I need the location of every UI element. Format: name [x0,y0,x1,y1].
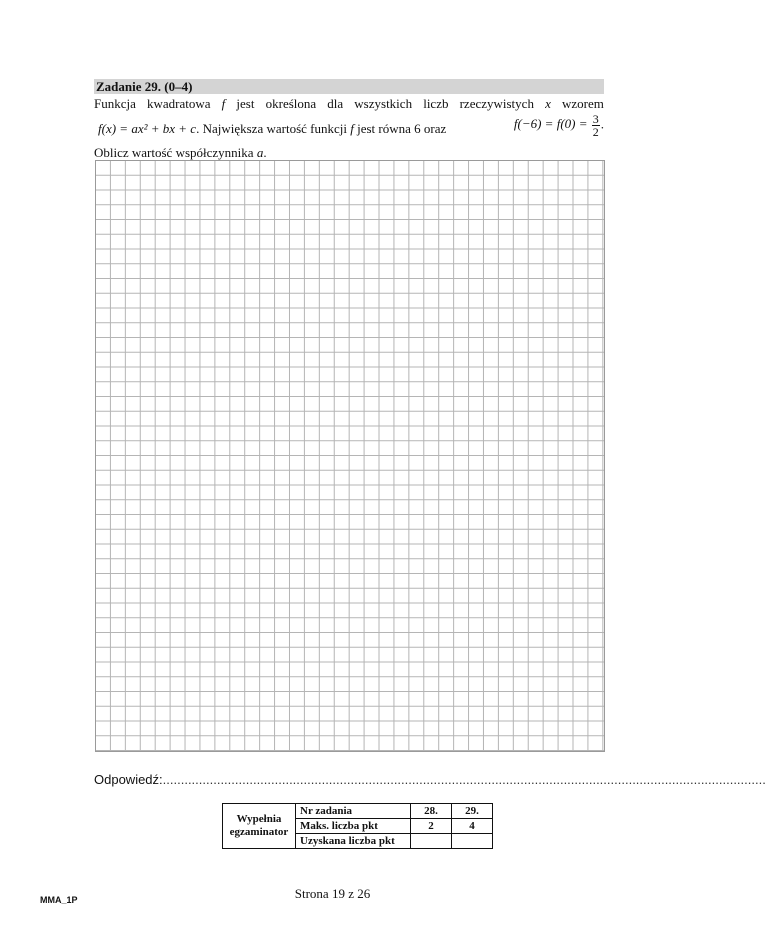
task-instruction [94,145,267,161]
answer-label: Odpowiedź: [94,772,163,787]
answer-line[interactable] [94,772,766,788]
word: dla [327,96,344,111]
fraction [592,113,600,138]
task-header [94,79,604,94]
fraction-numerator: 3 [592,112,599,126]
score-table [222,803,493,849]
word: jest [236,96,255,111]
cell-value: 2 [411,819,452,834]
score-input-29[interactable] [452,834,493,849]
word: Funkcja [94,96,136,111]
instruction-variable: a [256,145,264,160]
exam-code: MMA_1P [40,895,78,905]
word: określona [265,96,317,111]
line2-end: . [600,116,604,132]
instruction-end: . [263,145,267,160]
page-number: Strona 19 z 26 [294,886,371,901]
answer-grid[interactable] [95,160,605,752]
word: x [545,96,551,111]
row-label: Uzyskana liczba pkt [296,834,411,849]
instruction-text: Oblicz wartość współczynnika [94,145,254,160]
formula: f(x) = ax² + bx + c [98,121,197,136]
task-title: Zadanie 29. (0–4) [96,79,193,94]
answer-dots: ....................................................................................................................................................................... [162,772,766,787]
task-text-line-2 [94,113,604,145]
cell-value: 29. [452,804,493,819]
line2-mid: jest równa 6 oraz [357,121,447,136]
condition: f(−6) = f(0) = [513,116,588,132]
word: wzorem [561,96,604,111]
word: liczb [423,96,449,111]
word: wszystkich [354,96,413,111]
word: kwadratowa [147,96,211,111]
fraction-denominator: 2 [592,125,599,139]
word: rzeczywistych [459,96,534,111]
row-label: Maks. liczba pkt [296,819,411,834]
task-text-line-1 [94,96,604,112]
cell-value: 28. [411,804,452,819]
row-label: Nr zadania [296,804,411,819]
cell-value: 4 [452,819,493,834]
score-input-28[interactable] [411,834,452,849]
examiner-label: Wypełnia egzaminator [223,804,296,849]
score-row [223,804,493,819]
line2-text: . Największa wartość funkcji [196,121,347,136]
function-symbol: f [350,121,354,136]
word: f [221,96,226,111]
